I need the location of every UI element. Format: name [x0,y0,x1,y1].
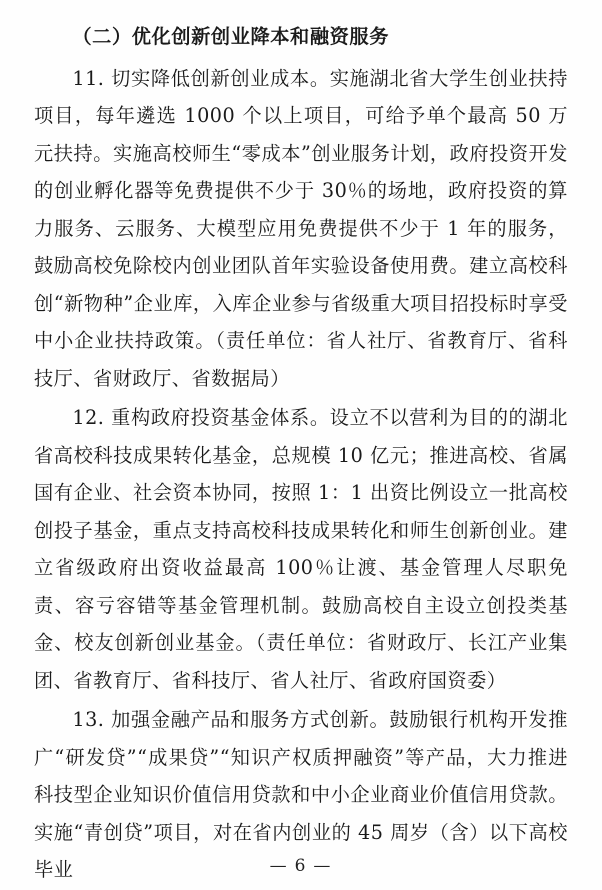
section-heading: （二）优化创新创业降本和融资服务 [72,25,389,48]
page-footer [0,856,602,876]
footer-dash-right: — [313,856,333,876]
document-body [34,18,568,889]
paragraph-11: 11. 切实降低创新创业成本。实施湖北省大学生创业扶持项目，每年遴选 1000 个以上项目，可给予单个最高 50 万元扶持。实施高校师生“零成本”创业服务计划，政府投资开发的创业孵化器等免费提供不少于 30％的场地，政府投资的算力服务、云服务、大模型应用免费提供不少于 1 年的服务，鼓励高校免除校内创业团队首年实验设备使用费。建立高校科创“新物种”企业库，入库企业参与省级重大项目招投标时享受中小企业扶持政策。（责任单位：省人社厅、省教育厅、省科技厅、省财政厅、省数据局） [34,66,568,390]
paragraph-13: 13. 加强金融产品和服务方式创新。鼓励银行机构开发推广“研发贷”“成果贷”“知识产权质押融资”等产品，大力推进科技型企业知识价值信用贷款和中小企业商业价值信用贷款。实施“青创贷”项目，对在省内创业的 45 周岁（含）以下高校毕业 [34,708,568,881]
paragraph-12: 12. 重构政府投资基金体系。设立不以营利为目的的湖北省高校科技成果转化基金，总规模 10 亿元；推进高校、省属国有企业、社会资本协同，按照 1：1 出资比例设立一批高校创投子基金，重点支持高校科技成果转化和师生创新创业。建立省级政府出资收益最高 100％让渡、基金管理人尽职免责、容亏容错等基金管理机制。鼓励高校自主设立创投类基金、校友创新创业基金。（责任单位：省财政厅、长江产业集团、省教育厅、省科技厅、省人社厅、省政府国资委） [34,406,568,692]
page-number: 6 [294,856,308,876]
footer-dash-left: — [269,856,289,876]
